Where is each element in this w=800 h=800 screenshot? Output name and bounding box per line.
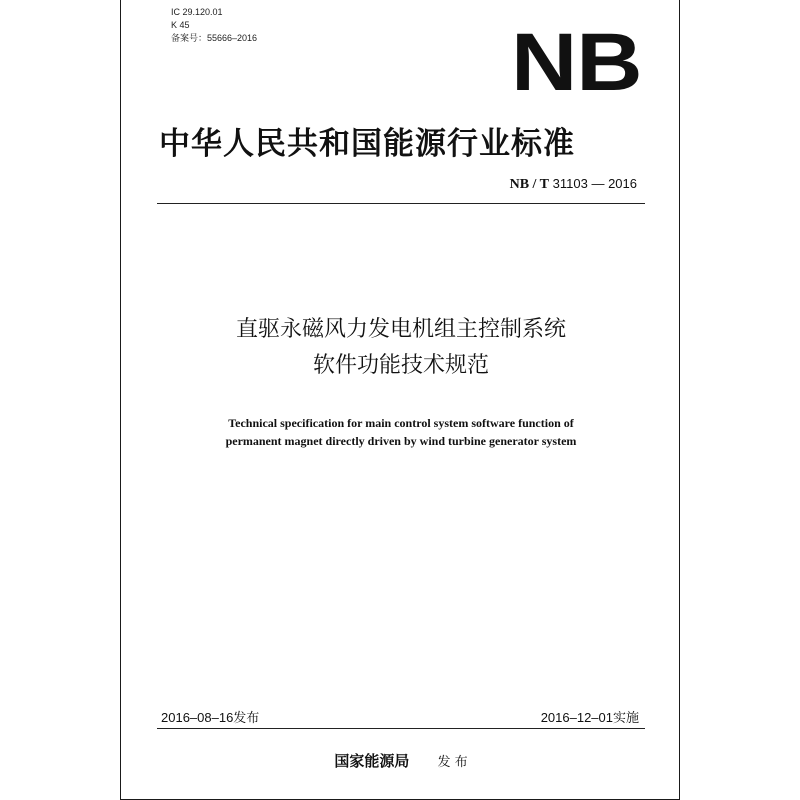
- standard-cover-page: [120, 0, 680, 800]
- implementation-date: 2016–12–01实施: [540, 710, 639, 725]
- ccs-code: K 45: [171, 20, 190, 30]
- nb-logo: NB: [510, 17, 641, 108]
- english-title-line-2: permanent magnet directly driven by wind turbine generator system: [225, 434, 577, 448]
- record-number: 备案号：55666–2016: [171, 33, 258, 43]
- standard-prefix: NB / T: [509, 177, 550, 192]
- issuer-action: 发 布: [437, 755, 468, 770]
- standard-code: 31103 — 2016: [552, 176, 637, 191]
- standard-category-title: 中华人民共和国能源行业标准: [159, 126, 575, 162]
- chinese-title-line-1: 直驱永磁风力发电机组主控制系统: [235, 317, 566, 342]
- chinese-title: [121, 312, 681, 384]
- bottom-divider: [157, 728, 645, 729]
- issuer-name: 国家能源局: [334, 752, 410, 770]
- issuer-line: [121, 750, 681, 771]
- english-title-line-1: Technical specification for main control system software function of: [228, 416, 574, 430]
- classification-block: [171, 6, 257, 45]
- chinese-title-line-2: 软件功能技术规范: [312, 353, 489, 378]
- top-divider: [157, 203, 645, 204]
- ics-code: IC 29.120.01: [171, 7, 223, 17]
- standard-number: [510, 176, 637, 193]
- publish-date: 2016–08–16发布: [161, 710, 260, 725]
- english-title: [121, 414, 681, 450]
